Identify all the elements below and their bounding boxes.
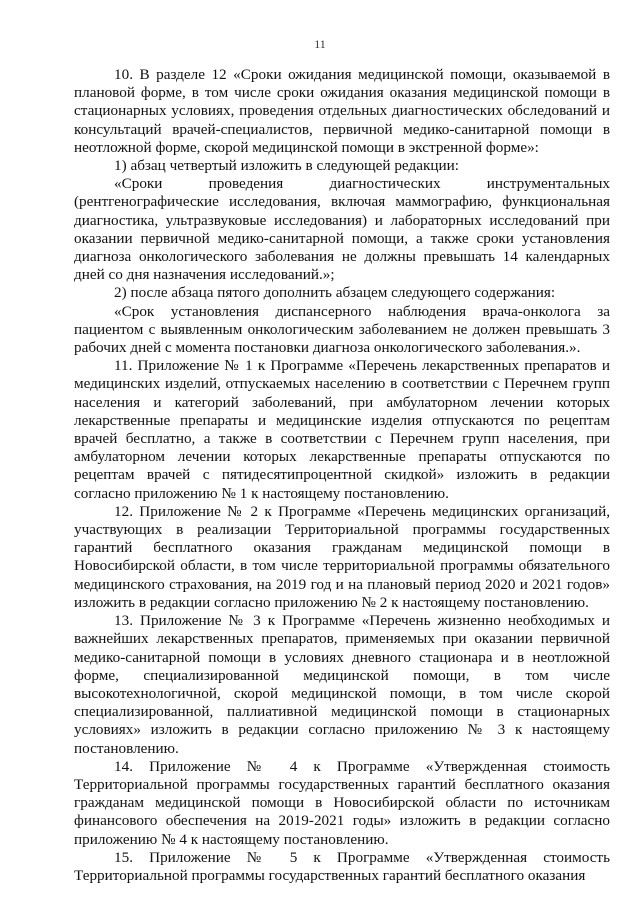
paragraph-10-quote-2: «Срок установления диспансерного наблюдения врача-онколога за пациентом с выявленным онкологическим заболеванием не должен превышать 3 рабочих дней с момента постановки диагноза онкологического заболевания.». (74, 302, 610, 357)
paragraph-10-item-1: 1) абзац четвертый изложить в следующей редакции: (114, 157, 459, 175)
paragraph-10-item-2: 2) после абзаца пятого дополнить абзацем следующего содержания: (114, 284, 556, 302)
document-body (74, 66, 610, 885)
paragraph-14: 14. Приложение № 4 к Программе «Утвержденная стоимость Территориальной программы государственных гарантий бесплатного оказания гражданам медицинской помощи в Новосибирской области по источникам финансового обеспечения на 2019-2021 годы» изложить в редакции согласно приложению № 4 к настоящему постановлению. (74, 757, 610, 848)
paragraph-10-quote-1: «Сроки проведения диагностических инструментальных (рентгенографические исследования, включая маммографию, функциональная диагностика, ультразвуковые исследования) и лабораторных исследований при оказании первичной медико-санитарной помощи, а также сроки установления диагноза онкологического заболевания не должны превышать 14 календарных дней со дня назначения исследований.»; (74, 175, 610, 284)
paragraph-10: 10. В разделе 12 «Сроки ожидания медицинской помощи, оказываемой в плановой форме, в том числе сроки ожидания оказания медицинской помощи в стационарных условиях, проведения отдельных диагностических обследований и консультаций врачей-специалистов, первичной медико-санитарной помощи в неотложной форме, скорой медицинской помощи в экстренной форме»: (74, 66, 610, 156)
paragraph-11: 11. Приложение № 1 к Программе «Перечень лекарственных препаратов и медицинских изделий, отпускаемых населению в соответствии с Перечнем групп населения и категорий заболеваний, при амбулаторном лечении которых лекарственные препараты и медицинские изделия отпускаются по рецептам врачей бесплатно, а также в соответствии с Перечнем групп населения, при амбулаторном лечении которых лекарственные препараты отпускаются по рецептам врачей с пятидесятипроцентной скидкой» изложить в редакции согласно приложению № 1 к настоящему постановлению. (74, 357, 610, 502)
paragraph-13: 13. Приложение № 3 к Программе «Перечень жизненно необходимых и важнейших лекарственных препаратов, применяемых при оказании первичной медико-санитарной помощи в условиях дневного стационара и в неотложной форме, специализированной медицинской помощи, в том числе высокотехнологичной, скорой медицинской помощи, в том числе скорой специализированной, паллиативной медицинской помощи в стационарных условиях» изложить в редакции согласно приложению № 3 к настоящему постановлению. (74, 612, 610, 757)
page-number: 11 (314, 37, 326, 51)
paragraph-15: 15. Приложение № 5 к Программе «Утвержденная стоимость Территориальной программы государственных гарантий бесплатного оказания (74, 848, 610, 884)
paragraph-12: 12. Приложение № 2 к Программе «Перечень медицинских организаций, участвующих в реализации Территориальной программы государственных гарантий бесплатного оказания гражданам медицинской помощи в Новосибирской области, в том числе территориальной программы обязательного медицинского страхования, на 2019 год и на плановый период 2020 и 2021 годов» изложить в редакции согласно приложению № 2 к настоящему постановлению. (74, 502, 610, 611)
